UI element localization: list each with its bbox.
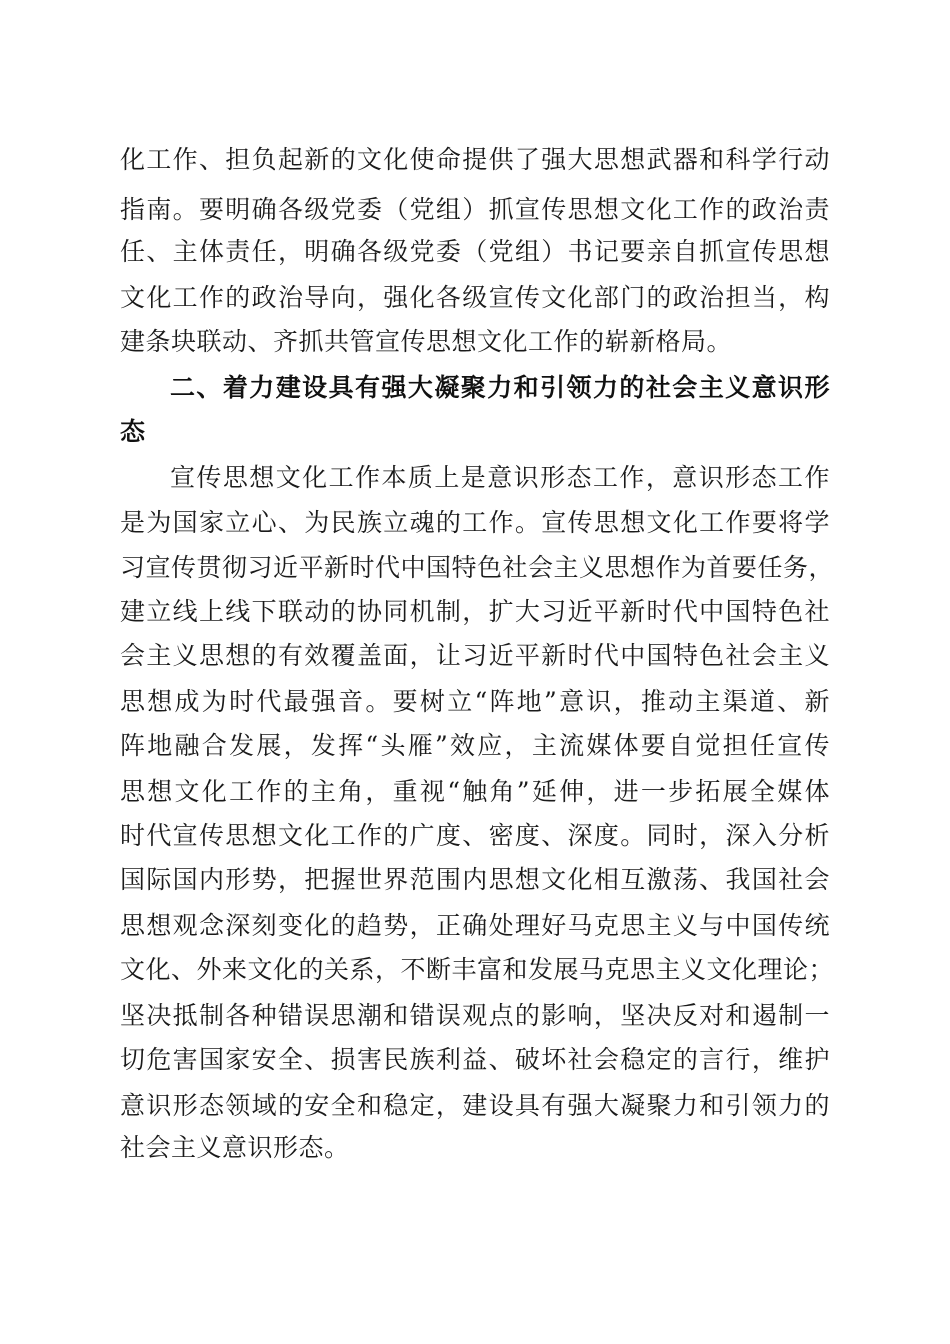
paragraph-line: 阵地融合发展，发挥“头雁”效应，主流媒体要自觉担任宣传 xyxy=(120,731,830,760)
paragraph-line: 文化、外来文化的关系，不断丰富和发展马克思主义文化理论； xyxy=(120,955,835,984)
paragraph-line: 建立线上线下联动的协同机制，扩大习近平新时代中国特色社 xyxy=(120,597,830,626)
paragraph-line: 建条块联动、齐抓共管宣传思想文化工作的崭新格局。 xyxy=(120,327,733,356)
paragraph-line: 时代宣传思想文化工作的广度、密度、深度。同时，深入分析 xyxy=(120,821,830,850)
paragraph-line: 思想观念深刻变化的趋势，正确处理好马克思主义与中国传统 xyxy=(120,911,830,940)
paragraph-line: 思想文化工作的主角，重视“触角”延伸，进一步拓展全媒体 xyxy=(120,777,830,806)
paragraph-line: 文化工作的政治导向，强化各级宣传文化部门的政治担当，构 xyxy=(120,283,830,312)
paragraph-line: 意识形态领域的安全和稳定，建设具有强大凝聚力和引领力的 xyxy=(120,1091,830,1120)
paragraph-line: 国际国内形势，把握世界范围内思想文化相互激荡、我国社会 xyxy=(120,865,830,894)
paragraph-line: 任、主体责任，明确各级党委（党组）书记要亲自抓宣传思想 xyxy=(120,237,830,266)
paragraph-line: 化工作、担负起新的文化使命提供了强大思想武器和科学行动 xyxy=(120,145,830,174)
paragraph-line: 会主义思想的有效覆盖面，让习近平新时代中国特色社会主义 xyxy=(120,641,830,670)
paragraph-line: 是为国家立心、为民族立魂的工作。宣传思想文化工作要将学 xyxy=(120,508,830,537)
paragraph-line: 坚决抵制各种错误思潮和错误观点的影响，坚决反对和遏制一 xyxy=(120,1001,830,1030)
paragraph-line: 切危害国家安全、损害民族利益、破坏社会稳定的言行，维护 xyxy=(120,1045,830,1074)
paragraph-line: 思想成为时代最强音。要树立“阵地”意识，推动主渠道、新 xyxy=(120,687,830,716)
section-heading: 二、着力建设具有强大凝聚力和引领力的社会主义意识形 xyxy=(170,373,830,402)
paragraph-line: 社会主义意识形态。 xyxy=(120,1133,350,1162)
section-heading: 态 xyxy=(120,417,146,446)
paragraph-line: 宣传思想文化工作本质上是意识形态工作，意识形态工作 xyxy=(170,463,830,492)
paragraph-line: 习宣传贯彻习近平新时代中国特色社会主义思想作为首要任务， xyxy=(120,553,835,582)
paragraph-line: 指南。要明确各级党委（党组）抓宣传思想文化工作的政治责 xyxy=(120,195,830,224)
